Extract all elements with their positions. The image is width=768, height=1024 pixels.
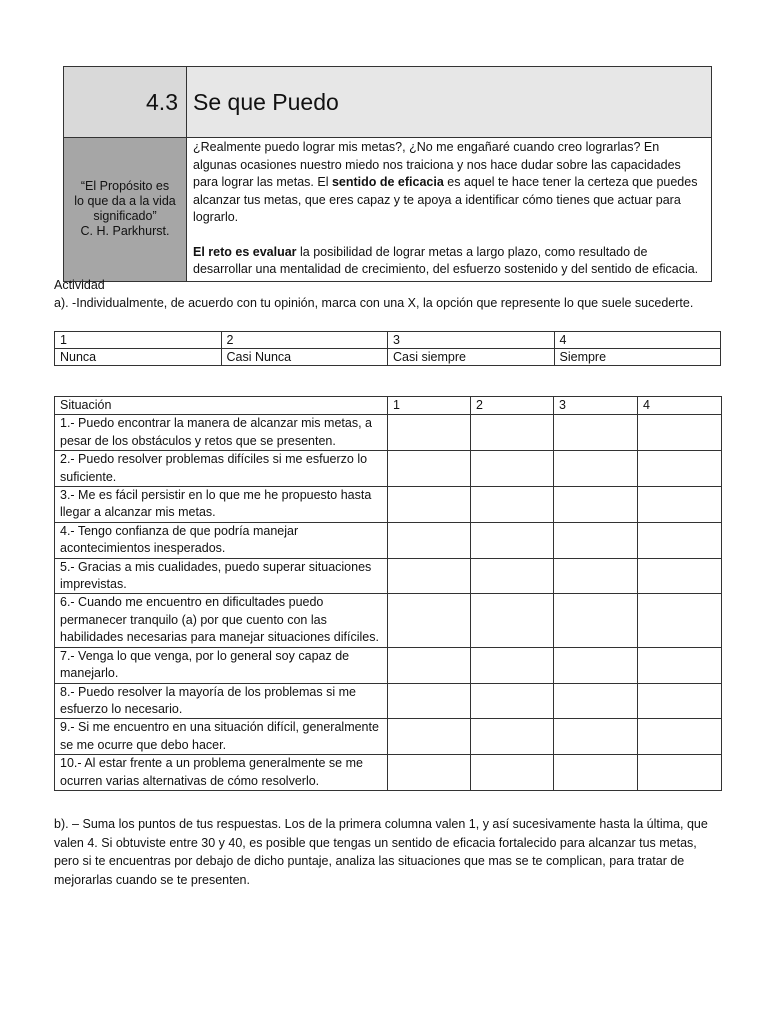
scale-number: 2 (221, 332, 388, 349)
column-header: 4 (638, 397, 722, 415)
answer-cell[interactable] (471, 647, 554, 683)
scale-label: Siempre (554, 349, 721, 366)
scale-label: Casi Nunca (221, 349, 388, 366)
situation-text: 8.- Puedo resolver la mayoría de los problemas si me esfuerzo lo necesario. (55, 683, 388, 719)
table-row (55, 719, 722, 755)
table-row (55, 522, 722, 558)
table-row (55, 415, 722, 451)
table-row (55, 755, 722, 791)
answer-cell[interactable] (554, 755, 638, 791)
scale-label: Casi siempre (388, 349, 555, 366)
answer-cell[interactable] (554, 558, 638, 594)
intro-paragraph: ¿Realmente puedo lograr mis metas?, ¿No me engañaré cuando creo lograrlas? En algunas ocasiones nuestro miedo nos traiciona y nos hace dudar sobre las capacidades para lograr las metas. El sentido de eficacia es aquel te hace tener la certeza que puedes alcanzar tus metas, que eres capaz y te apoya a identificar cómo tienes que actuar para lograrlo. (193, 140, 698, 224)
answer-cell[interactable] (554, 451, 638, 487)
answer-cell[interactable] (638, 594, 722, 647)
answer-cell[interactable] (471, 415, 554, 451)
answer-cell[interactable] (388, 487, 471, 523)
answer-cell[interactable] (388, 558, 471, 594)
answer-cell[interactable] (638, 451, 722, 487)
answer-cell[interactable] (638, 683, 722, 719)
answer-cell[interactable] (471, 594, 554, 647)
situation-text: 2.- Puedo resolver problemas difíciles si me esfuerzo lo suficiente. (55, 451, 388, 487)
lesson-number: 4.3 (64, 67, 187, 138)
table-row (55, 647, 722, 683)
scale-number: 3 (388, 332, 555, 349)
answer-cell[interactable] (388, 683, 471, 719)
activity-title: Actividad (54, 278, 105, 292)
answer-cell[interactable] (638, 755, 722, 791)
answer-cell[interactable] (554, 487, 638, 523)
answer-cell[interactable] (554, 522, 638, 558)
situation-text: 5.- Gracias a mis cualidades, puedo superar situaciones imprevistas. (55, 558, 388, 594)
situation-text: 9.- Si me encuentro en una situación difícil, generalmente se me ocurre que debo hacer. (55, 719, 388, 755)
answer-cell[interactable] (388, 415, 471, 451)
lesson-header (63, 66, 712, 282)
table-row (55, 558, 722, 594)
situation-text: 10.- Al estar frente a un problema generalmente se me ocurren varias alternativas de cómo resolverlo. (55, 755, 388, 791)
answer-cell[interactable] (554, 647, 638, 683)
situation-text: 4.- Tengo confianza de que podría manejar acontecimientos inesperados. (55, 522, 388, 558)
scale-number: 1 (55, 332, 222, 349)
answer-cell[interactable] (638, 647, 722, 683)
answer-cell[interactable] (638, 522, 722, 558)
lesson-intro (187, 138, 712, 282)
answer-cell[interactable] (471, 522, 554, 558)
situation-text: 1.- Puedo encontrar la manera de alcanzar mis metas, a pesar de los obstáculos y retos que se presenten. (55, 415, 388, 451)
challenge-paragraph: El reto es evaluar la posibilidad de lograr metas a largo plazo, como resultado de desarrollar una mentalidad de crecimiento, del esfuerzo sostenido y del sentido de eficacia. (193, 244, 699, 276)
quote-line: significado” (93, 209, 157, 224)
column-header: 2 (471, 397, 554, 415)
answer-cell[interactable] (638, 719, 722, 755)
answer-cell[interactable] (554, 683, 638, 719)
column-header: Situación (55, 397, 388, 415)
column-header: 1 (388, 397, 471, 415)
answer-cell[interactable] (388, 451, 471, 487)
table-row (55, 683, 722, 719)
answer-cell[interactable] (388, 719, 471, 755)
answer-cell[interactable] (388, 594, 471, 647)
part-b-instructions: b). – Suma los puntos de tus respuestas. Los de la primera columna valen 1, y así sucesivamente hasta la última, que valen 4. Si obtuviste entre 30 y 40, es posible que tengas un sentido de eficacia fortalecido para alcanzar tus metas, pero si te encuentras por debajo de dicho puntaje, analiza las situaciones que mas se te complican, para tratar de mejorarlas cuando se te presenten. (54, 817, 708, 887)
quote-box (64, 138, 187, 282)
answer-cell[interactable] (388, 647, 471, 683)
column-header: 3 (554, 397, 638, 415)
answer-cell[interactable] (638, 487, 722, 523)
situation-text: 7.- Venga lo que venga, por lo general soy capaz de manejarlo. (55, 647, 388, 683)
quote-author: C. H. Parkhurst. (80, 224, 170, 239)
situations-table (54, 396, 722, 791)
table-row (55, 487, 722, 523)
answer-cell[interactable] (554, 719, 638, 755)
answer-cell[interactable] (471, 719, 554, 755)
scale-legend-table (54, 331, 721, 366)
answer-cell[interactable] (388, 755, 471, 791)
quote-line: “El Propósito es (80, 179, 170, 194)
activity-instruction: a). -Individualmente, de acuerdo con tu opinión, marca con una X, la opción que represente lo que suele sucederte. (54, 295, 694, 310)
answer-cell[interactable] (638, 558, 722, 594)
answer-cell[interactable] (471, 683, 554, 719)
scale-number: 4 (554, 332, 721, 349)
table-row (55, 451, 722, 487)
answer-cell[interactable] (388, 522, 471, 558)
answer-cell[interactable] (471, 558, 554, 594)
scale-label: Nunca (55, 349, 222, 366)
answer-cell[interactable] (554, 415, 638, 451)
situation-text: 6.- Cuando me encuentro en dificultades puedo permanecer tranquilo (a) por que cuento con las habilidades necesarias para manejar situaciones difíciles. (55, 594, 388, 647)
answer-cell[interactable] (471, 451, 554, 487)
answer-cell[interactable] (471, 487, 554, 523)
answer-cell[interactable] (638, 415, 722, 451)
answer-cell[interactable] (471, 755, 554, 791)
emphasis-text: sentido de eficacia (331, 175, 444, 189)
answer-cell[interactable] (554, 594, 638, 647)
table-row (55, 594, 722, 647)
quote-line: lo que da a la vida (74, 194, 176, 209)
situation-text: 3.- Me es fácil persistir en lo que me he propuesto hasta llegar a alcanzar mis metas. (55, 487, 388, 523)
lesson-title: Se que Puedo (187, 67, 712, 138)
activity-section (54, 277, 693, 312)
emphasis-text: El reto es evaluar (193, 244, 297, 259)
